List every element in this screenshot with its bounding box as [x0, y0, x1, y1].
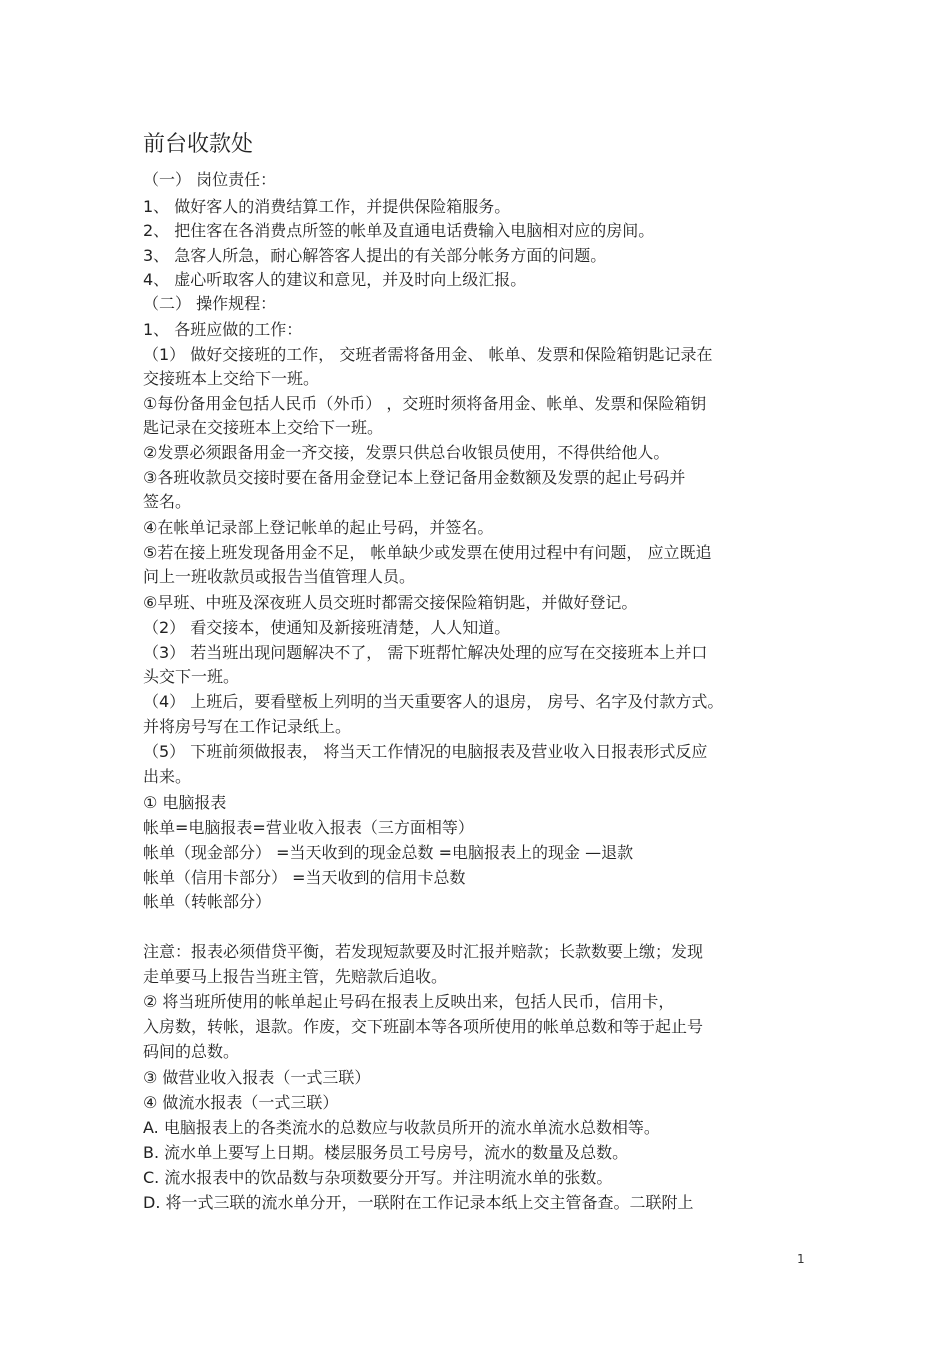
text-line: （3） 若当班出现问题解决不了， 需下班帮忙解决处理的应写在交接班本上并口: [143, 643, 708, 662]
text-line: 头交下一班。: [143, 667, 240, 686]
text-line: （5） 下班前须做报表， 将当天工作情况的电脑报表及营业收入日报表形式反应: [143, 742, 708, 761]
text-line: B. 流水单上要写上日期。楼层服务员工号房号，流水的数量及总数。: [143, 1143, 629, 1162]
text-line: 交接班本上交给下一班。: [143, 369, 320, 388]
text-line: ② 将当班所使用的帐单起止号码在报表上反映出来，包括人民币，信用卡，: [143, 992, 675, 1011]
text-line: ②发票必须跟备用金一齐交接，发票只供总台收银员使用，不得供给他人。: [143, 443, 670, 462]
text-line: 1、 各班应做的工作：: [143, 320, 303, 339]
text-line: ⑤若在接上班发现备用金不足， 帐单缺少或发票在使用过程中有问题， 应立既追: [143, 543, 712, 562]
section-heading-procedures: （二） 操作规程：: [143, 294, 277, 313]
text-line: 4、 虚心听取客人的建议和意见，并及时向上级汇报。: [143, 270, 527, 289]
text-line: ③ 做营业收入报表（一式三联）: [143, 1068, 371, 1087]
text-line: 帐单（现金部分） =当天收到的现金总数 =电脑报表上的现金 —退款: [143, 843, 634, 862]
text-line: 匙记录在交接班本上交给下一班。: [143, 418, 384, 437]
page-title: 前台收款处: [143, 132, 254, 157]
text-line: ③各班收款员交接时要在备用金登记本上登记备用金数额及发票的起止号码并: [143, 468, 686, 487]
text-line: （1） 做好交接班的工作， 交班者需将备用金、 帐单、发票和保险箱钥匙记录在: [143, 345, 713, 364]
text-line: 帐单（信用卡部分） =当天收到的信用卡总数: [143, 868, 466, 887]
section-heading-duties: （一） 岗位责任：: [143, 170, 277, 189]
text-line: 并将房号写在工作记录纸上。: [143, 717, 352, 736]
text-line: 帐单=电脑报表=营业收入报表（三方面相等）: [143, 818, 474, 837]
text-line: ①每份备用金包括人民币（外币） ，交班时须将备用金、帐单、发票和保险箱钥: [143, 394, 707, 413]
text-line: 入房数，转帐，退款。作废，交下班副本等各项所使用的帐单总数和等于起止号: [143, 1017, 704, 1036]
text-line: D. 将一式三联的流水单分开，一联附在工作记录本纸上交主管备查。二联附上: [143, 1193, 694, 1212]
text-line: 走单要马上报告当班主管，先赔款后追收。: [143, 967, 448, 986]
text-line: 出来。: [143, 767, 192, 786]
text-line: 1、 做好客人的消费结算工作，并提供保险箱服务。: [143, 197, 511, 216]
text-line: ④ 做流水报表（一式三联）: [143, 1093, 339, 1112]
text-line: C. 流水报表中的饮品数与杂项数要分开写。并注明流水单的张数。: [143, 1168, 613, 1187]
text-line: 3、 急客人所急，耐心解答客人提出的有关部分帐务方面的问题。: [143, 246, 607, 265]
text-line: A. 电脑报表上的各类流水的总数应与收款员所开的流水单流水总数相等。: [143, 1118, 660, 1137]
text-line: 问上一班收款员或报告当值管理人员。: [143, 567, 416, 586]
text-line: ⑥早班、中班及深夜班人员交班时都需交接保险箱钥匙，并做好登记。: [143, 593, 638, 612]
page-number: 1: [797, 1252, 805, 1266]
text-line-note: 注意：报表必须借贷平衡，若发现短款要及时汇报并赔款；长款数要上缴；发现: [143, 942, 704, 961]
text-line: 帐单（转帐部分）: [143, 892, 272, 911]
text-line: 码间的总数。: [143, 1042, 240, 1061]
text-line: ① 电脑报表: [143, 793, 227, 812]
text-line: ④在帐单记录部上登记帐单的起止号码，并签名。: [143, 518, 494, 537]
text-line: （2） 看交接本，使通知及新接班清楚，人人知道。: [143, 618, 511, 637]
text-line: 2、 把住客在各消费点所签的帐单及直通电话费输入电脑相对应的房间。: [143, 221, 655, 240]
text-line: （4） 上班后，要看壁板上列明的当天重要客人的退房， 房号、名字及付款方式。: [143, 692, 724, 711]
text-line: 签名。: [143, 492, 192, 511]
